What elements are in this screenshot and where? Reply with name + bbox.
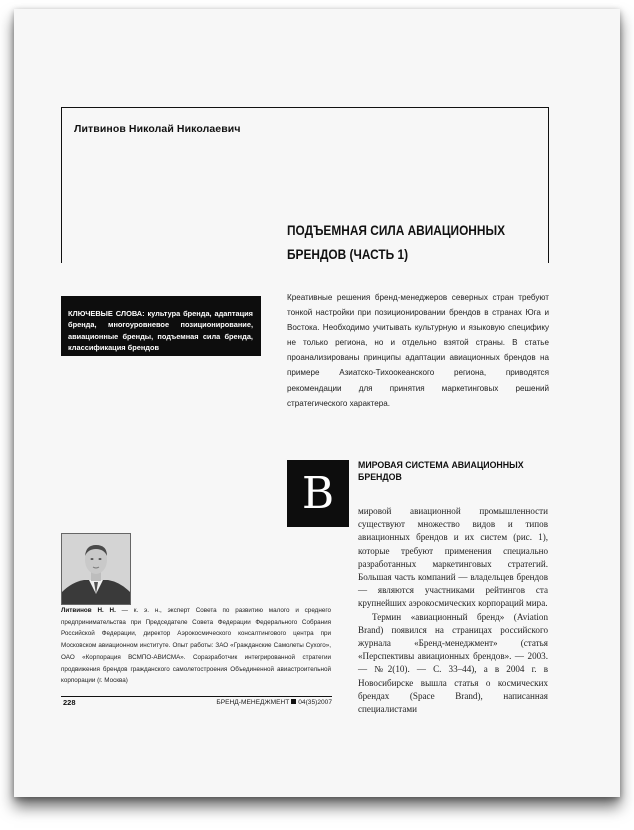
- author-portrait-image: [62, 534, 130, 604]
- journal-footer: [210, 699, 332, 706]
- keywords-box: [61, 296, 261, 356]
- author-name: Литвинов Николай Николаевич: [74, 123, 241, 135]
- body-paragraph: Термин «авиационный бренд» (Aviation Brand) появился на страницах российского журнала «Бренд-менеджмент» (статья «Перспективы авиационных брендов». — 2003. — №2(10). — С. 33–44), а в 2004 г. в Новосибирске вышла статья о космических брендах (Space Brand), написанная специалистами: [358, 611, 548, 715]
- drop-cap: В: [287, 460, 349, 527]
- body-text: [358, 505, 548, 716]
- square-bullet-icon: [291, 699, 296, 704]
- title-line-2: БРЕНДОВ (ЧАСТЬ 1): [287, 247, 409, 262]
- keywords-text: культура бренда, адаптация бренда, многоуровневое позиционирование, авиационные бренды, подъемная сила бренда, классификация брендов: [68, 309, 253, 352]
- title-line-1: ПОДЪЕМНАЯ СИЛА АВИАЦИОННЫХ: [287, 223, 506, 238]
- bio-name: Литвинов Н. Н.: [61, 607, 116, 614]
- footer-rule: [61, 696, 332, 697]
- keywords-label: КЛЮЧЕВЫЕ СЛОВА:: [68, 309, 145, 318]
- section-heading: МИРОВАЯ СИСТЕМА АВИАЦИОННЫХ БРЕНДОВ: [358, 460, 524, 482]
- page-number: 228: [63, 698, 76, 707]
- journal-name: БРЕНД-МЕНЕДЖМЕНТ: [216, 699, 290, 706]
- author-bio: [61, 605, 331, 687]
- author-photo: [61, 533, 131, 605]
- article-abstract: Креативные решения бренд-менеджеров северных стран требуют тонкой настройки при позиционировании брендов в странах Юга и Востока. Необходимо учитывать культурную и языковую специфику не только региона, но и отдельно взятой страны. В статье проанализированы принципы адаптации авиационных брендов на примере Азиатско-Тихоокеанского региона, приводятся рекомендации для принятия маркетинговых решений стратегического характера.: [287, 293, 549, 408]
- journal-issue: 04(35)2007: [298, 699, 332, 706]
- bio-text: — к. э. н., эксперт Совета по развитию малого и среднего предпринимательства при Председателе Совета Федерации Федерального Собрания Российской Федерации, директор Аэрокосмического консалтингового центра при Московском авиационном институте. Опыт работы: ЗАО «Гражданские Самолеты Сухого», ОАО «Корпорация ВСМПО-АВИСМА». Соразработчик интегрированной стратегии продвижения брендов гражданского самолетостроения Объединенной авиастроительной корпорации (г. Москва): [61, 607, 331, 685]
- article-title: [287, 219, 507, 267]
- body-paragraph: мировой авиационной промышленности существуют множество видов и типов авиационных брендов и их систем (рис. 1), которые требуют применения специально разработанных маркетинговых стратегий. Большая часть компаний — владельцев брендов — являются участниками рейтингов ста крупнейших аэрокосмических корпораций мира.: [358, 506, 548, 609]
